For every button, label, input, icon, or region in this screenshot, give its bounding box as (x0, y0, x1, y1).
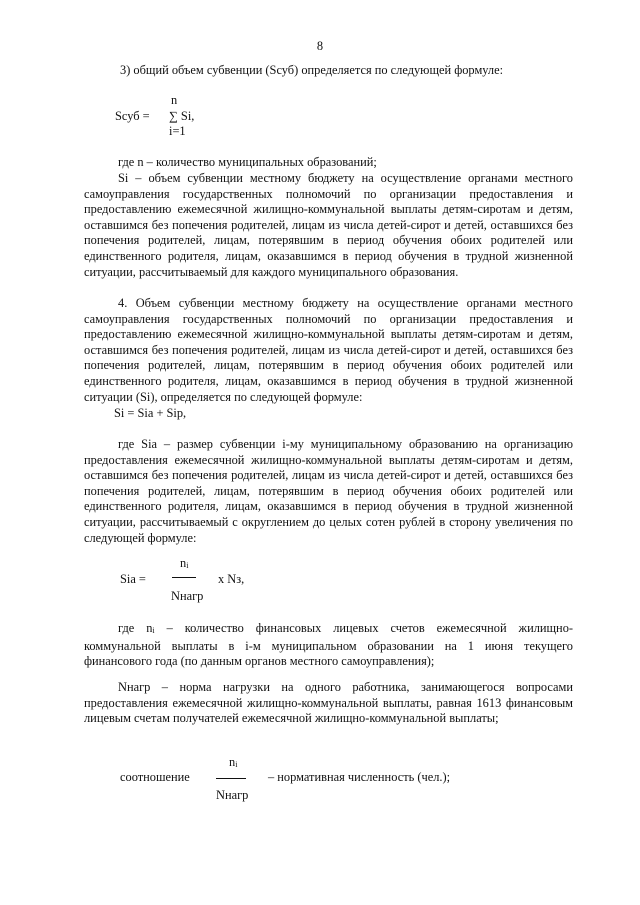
page-number: 8 (316, 39, 324, 53)
ratio-rhs: – нормативная численность (чел.); (268, 770, 451, 784)
si-description: Si – объем субвенции местному бюджету на осуществление органами местного самоуправления государственных полномочий по организации предоставления и предоставлению ежемесячной жилищно-коммунальной выплаты детям-сиротам и детям, оставшимся без попечения родителей, лицам из числа детей-сирот и детей, оставшихся без попечения родителей, лицам, потерявшим в период обучения обоих родителей или единственного родителя, лицам, оказавшимся в период обучения в трудной жизненной ситуации, рассчитываемый для каждого муниципального образования. (84, 171, 573, 279)
ratio-denominator: Nнагр (216, 788, 249, 802)
nnagr-description: Nнагр – норма нагрузки на одного работника, занимающегося вопросами предоставления ежемесячной жилищно-коммунальной выплаты, равная 1613 финансовым лицевым счетам получателей ежемесячной жилищно-коммунальной выплаты; (84, 680, 573, 726)
formula-si: Si = Sia + Sip, (114, 406, 187, 420)
sia-denominator: Nнагр (171, 589, 204, 603)
sum-lower-limit: i=1 (169, 124, 186, 138)
ratio-numerator: ni (229, 755, 238, 769)
sum-sigma: ∑ Si, (169, 109, 195, 123)
item-4-text: 4. Объем субвенции местному бюджету на осуществление органами местного самоуправления государственных полномочий по организации предоставления и предоставлению ежемесячной жилищно-коммунальной выплаты детям-сиротам и детям, оставшимся без попечения родителей, лицам из числа детей-сирот и детей, оставшихся без попечения родителей, лицам, потерявшим в период обучения обоих родителей или единственного родителя, лицам, оказавшимся в период обучения в трудной жизненной ситуации (Si), определяется по следующей формуле: (84, 296, 573, 404)
sia-rhs: x Nз, (218, 572, 245, 586)
ratio-fraction-bar (216, 778, 246, 779)
item-3-text: 3) общий объем субвенции (Sсуб) определяется по следующей формуле: (120, 63, 504, 77)
sum-upper-limit: n (171, 93, 178, 107)
ratio-label: соотношение (120, 770, 190, 784)
sia-numerator: ni (180, 556, 189, 570)
sum-lhs: Sсуб = (115, 109, 150, 123)
where-n-text: где n – количество муниципальных образований; (118, 155, 377, 169)
sia-lhs: Sia = (120, 572, 146, 586)
ni-description: где ni – количество финансовых лицевых счетов ежемесячной жилищно-коммунальной выплаты в i-м муниципальном образовании на 1 июня текущего финансового года (по данным органов местного самоуправления); (84, 621, 574, 669)
sia-fraction-bar (172, 577, 196, 578)
sia-description: где Sia – размер субвенции i-му муниципальному образованию на организацию предоставления ежемесячной жилищно-коммунальной выплаты детям-сиротам и детям, оставшимся без попечения родителей, лицам из числа детей-сирот и детей, оставшихся без попечения родителей, лицам, потерявшим в период обучения обоих родителей или единственного родителя, лицам, оказавшимся в период обучения в трудной жизненной ситуации, рассчитываемый с округлением до целых сотен рублей в сторону увеличения по следующей формуле: (84, 437, 573, 545)
